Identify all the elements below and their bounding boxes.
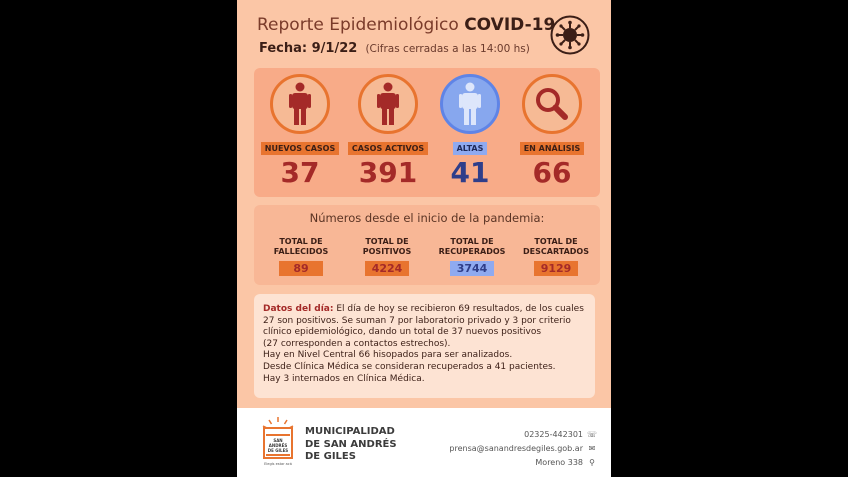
total-value: 89	[279, 261, 323, 276]
details-line: Hay 3 internados en Clínica Médica.	[263, 373, 425, 384]
report-date	[259, 41, 530, 56]
report-title	[257, 15, 555, 35]
stat-icon-circle	[522, 74, 582, 134]
magnifier-icon	[532, 84, 572, 124]
details-line: 27 son positivos. Se suman 7 por laboratorio privado y 3 por criterio	[263, 315, 571, 326]
stat-value: 66	[532, 156, 572, 189]
stat-icon-circle	[440, 74, 500, 134]
mail-icon: ✉	[588, 444, 596, 453]
footer	[237, 408, 611, 477]
svg-text:DE GILES: DE GILES	[267, 448, 289, 453]
stat-casos-activos	[346, 74, 430, 189]
details-line: clínico epidemiológico, dando un total de 37 nuevos positivos	[263, 327, 542, 338]
details-line: Hay en Nivel Central 66 hisopados para ser analizados.	[263, 350, 513, 361]
svg-text:Elegís estar acá: Elegís estar acá	[264, 462, 292, 466]
location-pin-icon: ⚲	[589, 458, 595, 467]
person-icon	[377, 82, 399, 126]
details-line: Datos del día: El día de hoy se recibieron 69 resultados, de los cuales	[263, 304, 584, 314]
title-light: Reporte Epidemiológico	[257, 15, 459, 35]
stat-label: CASOS ACTIVOS	[348, 142, 428, 155]
stat-nuevos-casos	[258, 74, 342, 189]
stat-icon-circle	[270, 74, 330, 134]
total-value: 4224	[365, 261, 409, 276]
stat-label: ALTAS	[453, 142, 488, 155]
stat-altas	[428, 74, 512, 189]
daily-stats-panel	[254, 68, 600, 197]
totals-panel	[254, 205, 600, 285]
virus-icon	[550, 15, 590, 55]
stat-value: 41	[450, 156, 490, 189]
stat-icon-circle	[358, 74, 418, 134]
title-bold: COVID-19	[464, 15, 556, 35]
report-poster	[237, 0, 611, 477]
stat-value: 37	[280, 156, 320, 189]
total-label: TOTAL DE RECUPERADOS	[438, 237, 506, 256]
svg-text:SAN: SAN	[273, 438, 283, 443]
contact-phone: 02325-442301 ☏	[449, 428, 597, 442]
stat-en-analisis	[510, 74, 594, 189]
total-fallecidos	[261, 237, 341, 276]
total-label: TOTAL DE POSITIVOS	[362, 237, 412, 256]
municipality-logo	[261, 416, 295, 468]
daily-details-panel	[254, 294, 595, 398]
stat-label: EN ANÁLISIS	[520, 142, 585, 155]
totals-title: Números desde el inicio de la pandemia:	[309, 211, 545, 225]
person-icon	[459, 82, 481, 126]
stat-label: NUEVOS CASOS	[261, 142, 339, 155]
details-line: Desde Clínica Médica se consideran recuperados a 41 pacientes.	[263, 361, 556, 372]
contact-email[interactable]: prensa@sanandresdegiles.gob.ar ✉	[449, 442, 597, 456]
total-value: 9129	[534, 261, 578, 276]
phone-icon: ☏	[587, 430, 598, 439]
municipality-name: MUNICIPALIDAD DE SAN ANDRÉS DE GILES	[305, 426, 397, 462]
person-icon	[289, 82, 311, 126]
date-label: Fecha: 9/1/22	[259, 41, 358, 56]
contact-info	[449, 428, 597, 470]
total-value: 3744	[450, 261, 494, 276]
stat-value: 391	[358, 156, 418, 189]
date-note: (Cifras cerradas a las 14:00 hs)	[365, 43, 530, 55]
contact-address: Moreno 338 ⚲	[449, 456, 597, 470]
details-text	[263, 304, 589, 385]
details-line: (27 corresponden a contactos estrechos).	[263, 338, 451, 349]
details-lead: Datos del día:	[263, 304, 334, 314]
total-positivos	[347, 237, 427, 276]
total-descartados	[516, 237, 596, 276]
total-label: TOTAL DE FALLECIDOS	[273, 237, 329, 256]
total-recuperados	[432, 237, 512, 276]
total-label: TOTAL DE DESCARTADOS	[523, 237, 589, 256]
svg-text:ANDRÉS: ANDRÉS	[268, 443, 288, 448]
